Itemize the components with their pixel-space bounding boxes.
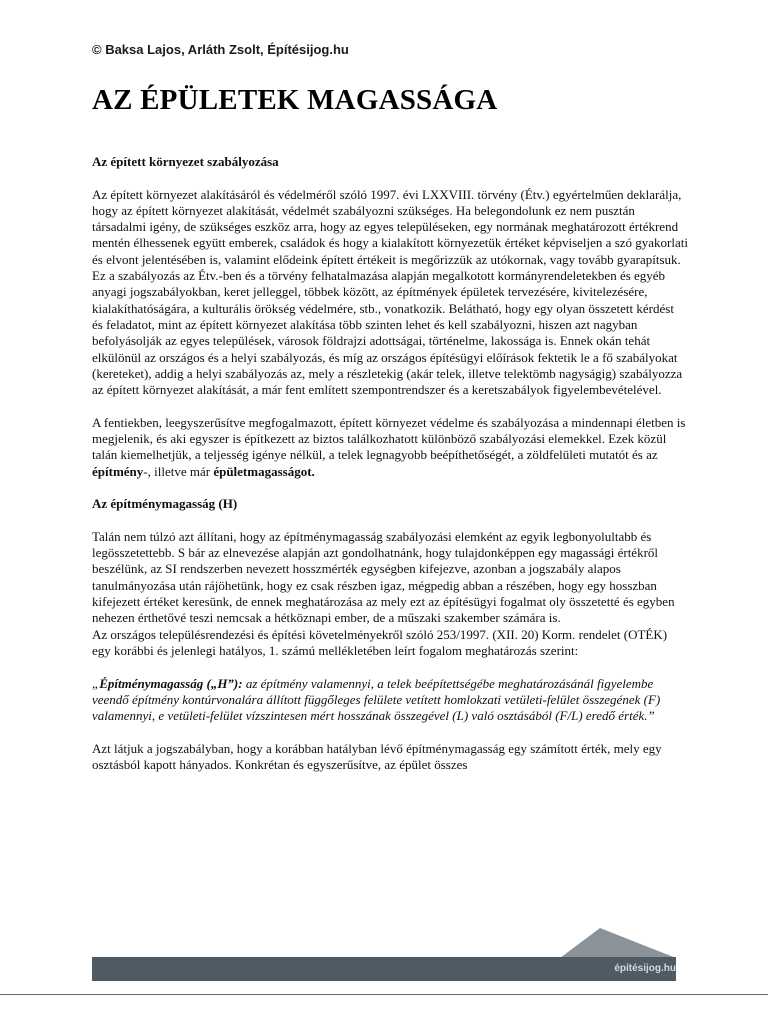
footer-accent-polygon xyxy=(560,928,676,958)
section-heading-height: Az építménymagasság (H) xyxy=(92,496,238,512)
footer-brand: építésijog.hu xyxy=(614,963,676,974)
paragraph-3: Talán nem túlzó azt állítani, hogy az építménymagasság szabályozási elemként az egyik legbonyolultabb és legösszetettebb. S bár az elnevezése alapján azt gondolhatnánk, hogy tulajdonképpen egy magassági értékről beszélünk, az SI rendszerben nevezett hosszmérték egységben kifejezve, azonban a jogszabály alapos tanulmányozása után rájöhetünk, hogy ez csak részben igaz, mégpedig abban a részében, hogy egy hosszban kifejezett értéket keresünk, de ennek meghatározása az mely ezt az építésügyi fogalmat oly összetetté és egyben nehezen érthetővé teszi nemcsak a hétköznapi ember, de a műszaki szakember számára is. xyxy=(92,528,675,626)
page-bottom-rule xyxy=(0,994,768,995)
paragraph-4: Az országos településrendezési és építési követelményekről szóló 253/1997. (XII. 20) Korm. rendelet (OTÉK) egy korábbi és jelenlegi hatályos, 1. számú mellékletében leírt fogalom meghatározás szerint: xyxy=(92,626,668,658)
paragraph-2-bold-epuletmagassag: épületmagasságot. xyxy=(213,463,315,479)
section-heading-environment: Az épített környezet szabályozása xyxy=(92,154,279,169)
paragraph-2 xyxy=(92,415,688,480)
definition-quote xyxy=(92,676,688,725)
paragraph-5: Azt látjuk a jogszabályban, hogy a korábban hatályban lévő építménymagasság egy számított érték, mely egy osztásból kapott hányados. Konkrétan és egyszerűsítve, az épület összes xyxy=(92,740,662,772)
quote-text: az építmény valamennyi, a telek beépítettségébe meghatározásánál figyelembe veendő építmény kontúrvonalára állított függőleges felülete vetített homlokzati vetületi-felület összegének (F) valamennyi, e vetületi-felület vízszintesen mért hosszának összegével (L) való osztásából (F/L) eredő érték.” xyxy=(92,675,661,724)
paragraph-2-text: A fentiekben, leegyszerűsítve megfogalmazott, épített környezet védelme és szabályozása a mindennapi életben is megjelenik, és aki egyszer is építkezett az biztos találkozhatott különböző szabályozási elemekkel. Ezek közül talán kiemelhetjük, a teljesség igénye nélkül, a telek legnagyobb beépíthetőségét, a zöldfelületi mutatót és az xyxy=(92,414,686,463)
footer-accent-shape xyxy=(560,928,676,958)
paragraph-2-bold-epitmeny: építmény xyxy=(92,463,144,479)
paragraph-1: Az épített környezet alakításáról és védelméről szóló 1997. évi LXXVIII. törvény (Étv.) egyértelműen deklarálja, hogy az épített környezet alakítását, védelmét szabályozni szükséges. Ha belegondolunk ez nem pusztán társadalmi igény, de szükséges eszköz arra, hogy az egyes településeken, egy normának meghatározott értékrend mentén élhessenek együtt emberek, családok és hogy a kialakított környezetük értéket képviseljen a szó gyakorlati és elvont jelentésében is, valamint elődeink épített értékeit is megőrizzük az utókornak, vagy tovább gyarapítsuk. Ez a szabályozás az Étv.-ben és a törvény felhatalmazása alapján megalkotott kormányrendeletekben és egyéb anyagi jogszabályokban, keret jelleggel, többek között, az építmények épületek tervezésére, kivitelezésére, kialakíthatóságára, a kulturális örökség védelmére, stb., vonatkozik. Belátható, hogy egy olyan összetett kérdést és feladatot, mint az épített környezet alakítása több szinten lehet és kell szabályozni, hiszen azt nagyban befolyásolják az egyes települések, városok földrajzi adottságai, történelme, lakossága is. Ennek okán tehát elkülönül az országos és a helyi szabályozás, és míg az országos építésügyi előírások fektetik le a fő szabályokat (kereteket), addig a helyi szabályozás az, mely a részletekig (akár telek, illetve telektömb nagyságig) szabályozza az épített környezet alakítását, a már fent említett szempontrendszer és a keretszabályok figyelembevételével. xyxy=(92,186,688,398)
paragraph-2-mid: -, illetve már xyxy=(143,463,214,479)
quote-term: Építménymagasság („H”): xyxy=(99,675,243,691)
document-body xyxy=(92,154,688,790)
document-title: AZ ÉPÜLETEK MAGASSÁGA xyxy=(92,84,498,116)
quote-open: „ xyxy=(92,675,100,691)
copyright-header: © Baksa Lajos, Arláth Zsolt, Építésijog.hu xyxy=(92,42,349,57)
footer-bar xyxy=(92,957,676,981)
